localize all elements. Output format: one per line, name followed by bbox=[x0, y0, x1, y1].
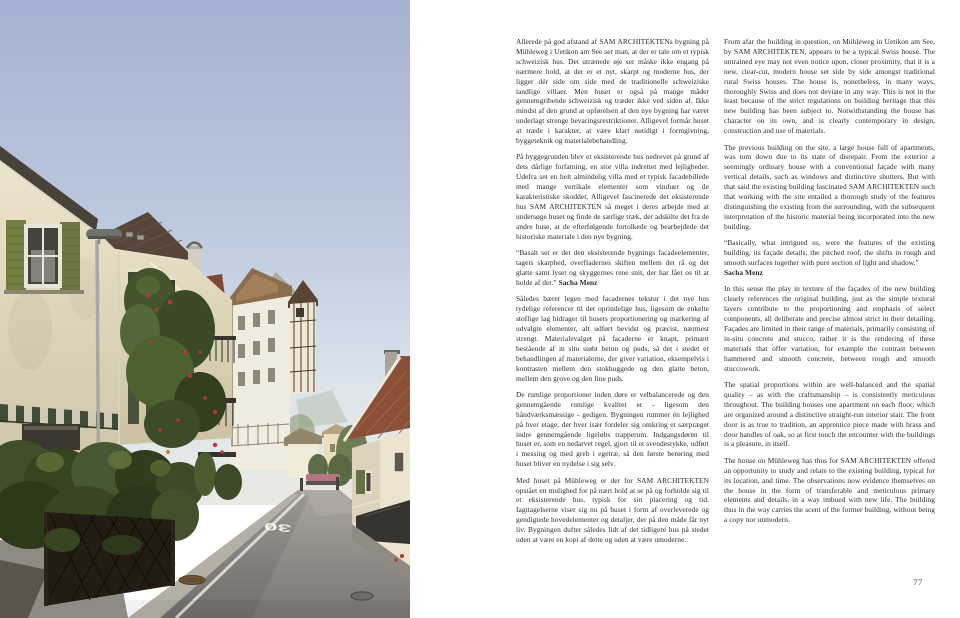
orange-flower bbox=[166, 450, 170, 454]
street-photograph bbox=[0, 0, 410, 618]
quote-paragraph: “Basalt set er det den eksisterende bygnings facadeelementer, tagets skarphed, overfladernes skiften mellem det rå og det glatte samt lyset og skyggernes rene snit, der har fået os til at holde af det.” Sacha Menz bbox=[516, 248, 709, 287]
english-text-column bbox=[724, 37, 935, 532]
drain-grate bbox=[179, 576, 205, 585]
body-paragraph: In this sense the play in texture of the façades of the new building clearly references the original building, just as the simple textural layers contribute to the proportioning and emphasis of select components, all deliberate and precise almost strict in their detailing. Façades are limited in their range of materials, primarily consisting of in-situ concrete and stucco, rather it is the rendering of these materials that offer variation, for example the contrast between hammered and smooth concrete, between rough and smooth stuccowork. bbox=[724, 284, 935, 373]
body-paragraph: The house on Mühleweg has thus for SAM ARCHITEKTEN offered an opportunity to study and relate to the existing building, typical for its location, and time. The observations now evidence themselves on the house in the form of transferable and meticulous primary elements and details, in a way imbued with new life. The building thus in the way carries the scent of the former building, without being a copy nor unmodern. bbox=[724, 455, 935, 525]
speed-limit-road-marking: 30 bbox=[263, 519, 292, 534]
danish-text-column bbox=[516, 37, 709, 552]
quote-paragraph: “Basically, what intrigued us, were the features of the existing building, its façade details, the pitched roof, the shifts in rough and smooth surfaces together with pure section of light and shadow.” Sacha Menz bbox=[724, 238, 935, 277]
quote-attribution: Sacha Menz bbox=[558, 277, 598, 287]
manhole-cover bbox=[351, 592, 373, 600]
page-number: 77 bbox=[913, 577, 923, 587]
body-paragraph: Med huset på Mühleweg er der for SAM ARCHITEKTEN opstået en mulighed for på nært hold at se på og forholde sig til et eksisterende hus, typisk for sin placering og tid. Iagttagelserne viser sig nu på huset i form af overleverede og gendigtede hovedelementer og detaljer, der på den måde får nyt liv. Bygningen dufter således lidt af det tidligere hus på stedet uden at være en kopi af dette og uden at være umoderne. bbox=[516, 475, 709, 545]
body-paragraph: The spatial proportions within are well-balanced and the spatial quality – as with the craftsmanship – is consistently meticulous throughout. The building houses one apartment on each floor, which are organized around a distinctive straight-run interior stair. The front door is as true to tradition, an apprentice piece made with brass and door handles of oak, so at first touch the encounter with the buildings is a pleasure, in itself. bbox=[724, 380, 935, 449]
body-paragraph: Således bærer legen med facadernes tekstur i det nye hus tydelige referencer til det oprindelige hus, ligesom de enkelte stoflige lag bidrager til husets proportionering og markering af udvalgte elementer, alt udført bevidst og præcist, nærmest strengt. Materialevalget på facaderne er knapt, primært bestående af in situ støbt beton og puds, så det i stedet er behandlingen af materialerne, der giver variation, eksempelvis i kontrasten mellem den stokhuggede og den glatte beton, mellem den grove og den fine puds. bbox=[516, 294, 709, 383]
quote-attribution: Sacha Menz bbox=[724, 267, 763, 277]
body-paragraph: De rumlige proportioner inden døre er velbalancerede og den gennemgående rumlige kvalitet er - ligesom den håndværksmæssige - gedigen. Bygningen rummer én lejlighed på hver etage, der hver især fordeler sig omkring et særpræget indre gennemgående ligeløbs trapperum. Indgangsdøren til huset er, som en nedarvet regel, gjort til et svendestykke, udført i messing og med greb i egetræ, så den første berøring med huset bliver en nydelse i sig selv. bbox=[516, 389, 709, 469]
shuttered-window bbox=[4, 220, 84, 294]
body-paragraph: Allerede på god afstand af SAM ARCHITEKTENs bygning på Mühleweg i Uetikon am See ser man, at der er tale om et typisk schweizisk hus. Det utrænede øje ser måske ikke engang på nærmere hold, at der er et nyt, skarpt og moderne hus, der ligger dér side om side med de traditionelle schweiziske landlige villaer. Men huset er også på mange måder gennemgribende schweizisk og træder ikke ved siden af. Ikke mindst af den grund at opførelsen af den nye bygning har været underlagt strenge bevaringsrestriktioner. Alligevel formår huset at træde i karakter, at være klart nutidigt i formgivning, byggeteknik og materialebehandling. bbox=[516, 37, 709, 146]
lattice-fence bbox=[44, 512, 175, 606]
body-paragraph: From afar the building in question, on Mühleweg in Uetikon am See, by SAM ARCHITEKTEN, appears to be a typical Swiss house. The untrained eye may not even notice upon, closer proximity, that it is a new, clear-cut, modern house set side by side amongst traditional rural Swiss houses. The house is, nonetheless, in many ways, thoroughly Swiss and does not deviate in any way. This is not in the least because of the strict regulations on building heritage that this new building has been subject to. Notwithstanding the house has character on its own, and is clearly contemporary in design, construction and use of materials. bbox=[724, 37, 935, 136]
body-paragraph: På byggegrunden blev et eksisterende hus nedrevet på grund af dets dårlige forfatning, en stor villa indrettet med lejligheder. Udefra set en helt almindelig villa med et typisk facadebillede med mange vertikale elementer som vinduer og de karakteristiske skodder. Alligevel fascinerede det eksisterende hus SAM ARCHITEKTEN så meget i deres arbejde med at undersøge huset og finde de særlige træk, der adskilte det fra de andre huse, at de efterfølgende fortolkede og bearbejdede det historiske materiale i den nye bygning. bbox=[516, 152, 709, 241]
body-paragraph: The previous building on the site, a large house full of apartments, was torn down due to its state of disrepair. From the exterior a seemingly ordinary house with a conventional façade with many vertical details, such as windows and distinctive shutters. But with that said the existing building fascinated SAM ARCHITEKTEN such that working with the site entailed a thorough study of the features distinguishing the existing from the surrounding, with the subsequent interpretation of the historic material being incorporated into the new building. bbox=[724, 142, 935, 231]
